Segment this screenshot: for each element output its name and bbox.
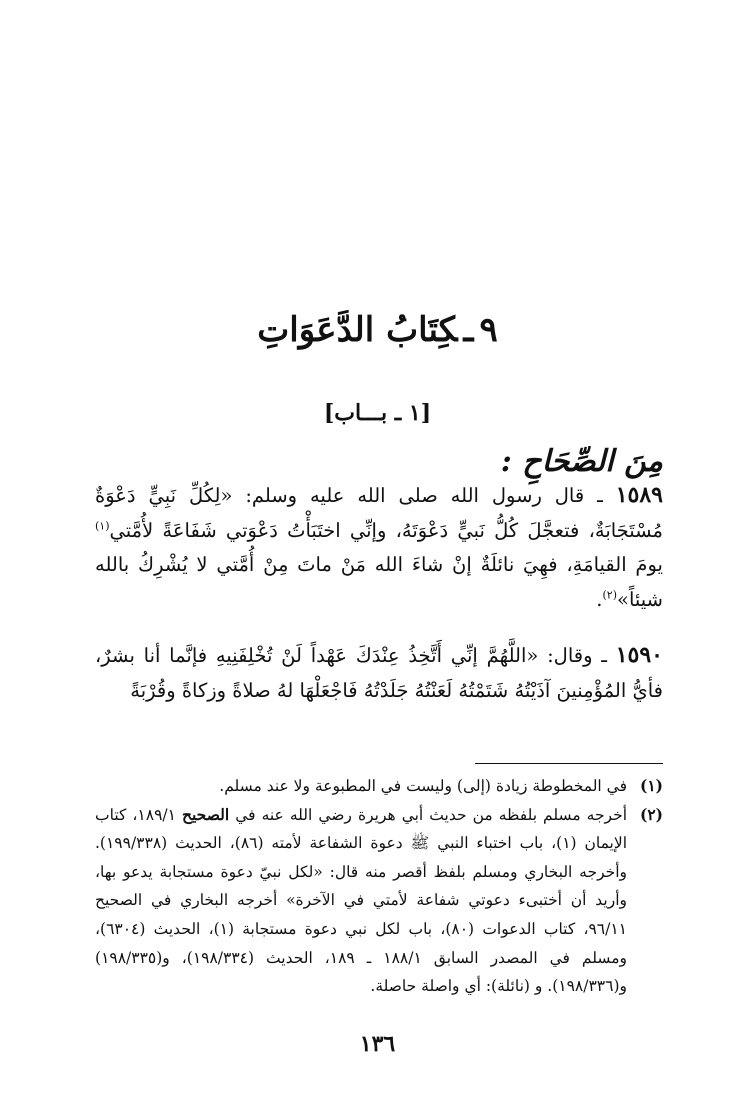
footnote-book-title: الصحيح <box>182 804 230 824</box>
page-number: ١٣٦ <box>359 1031 396 1057</box>
footnote-text: في المخطوطة زيادة (إلى) وليست في المطبوعة ولا عند مسلم. <box>219 777 627 795</box>
footnote-number: (١) <box>639 776 663 795</box>
hadith-number: ١٥٨٩ <box>615 482 663 508</box>
source-label: مِنَ الصِّحَاحِ : <box>500 444 663 479</box>
chapter-title <box>0 300 755 360</box>
chapter-separator: ـ <box>463 310 474 350</box>
footnote-marker-2: (٢) <box>602 588 618 601</box>
chapter-number: ٩ <box>479 310 498 350</box>
footnote-text-b: ١٨٩/١، كتاب الإيمان (١)، باب اختباء النبي ﷺ دعوة الشفاعة لأمته (٨٦)، الحديث (١٩٩/٣٣٨). وأخرجه البخاري ومسلم بلفظ أقصر منه قال: «لكل نبيّ دعوة مستجابة يدعو بها، وأريد أن أختبىء دعوتي شفاعة لأمتي في الآخرة» أخرجه البخاري في الصحيح ٩٦/١١، كتاب الدعوات (٨٠)، باب لكل نبي دعوة مستجابة (١)، الحديث (٦٣٠٤)، ومسلم في المصدر السابق ١٨٨/١ ـ ١٨٩، الحديث (١٩٨/٣٣٤)، و(١٩٨/٣٣٥) و(١٩٨/٣٣٦). و (نائلة): أي واصلة حاصلة. <box>95 805 628 996</box>
footnote-2 <box>95 801 663 1001</box>
footnote-divider <box>475 763 663 764</box>
hadith-end: . <box>596 587 603 611</box>
hadith-1589 <box>95 478 663 617</box>
footnote-number: (٢) <box>639 804 663 824</box>
bab-heading: [١ ـ بـــاب] <box>323 400 432 426</box>
footnote-marker-1: (١) <box>95 519 110 532</box>
hadith-intro: ـ قال رسول الله صلى الله عليه وسلم: «لِكُلِّ نَبِيٍّ دَعْوَةٌ مُسْتَجَابَةٌ، فتعجَّلَ كُلُّ نَبيٍّ دَعْوَتَهُ، وإنِّي اختَبَأْتُ دَعْوَتي شَفَاعَةً لأُمَّتي <box>95 484 663 542</box>
hadith-text: ـ وقال: «اللَّهُمَّ إنِّي أَتَّخِذُ عِنْدَكَ عَهْداً لَنْ تُخْلِفَنِيهِ فإنَّما أنا بشرٌ، فأيُّ المُؤْمِنينَ آذَيْتُهُ شَتَمْتُهُ لَعَنْتُهُ جَلَدْتُهُ فَاجْعَلْهَا لهُ صلاةً وزكاةً وقُرْبَةً <box>95 644 663 702</box>
footnotes <box>95 772 663 1001</box>
hadith-middle: يومَ القيامَةِ، فهِيَ نائلَةٌ إنْ شاءَ الله مَنْ ماتَ مِنْ أُمَّتي لا يُشْرِكُ بالله شيئاً» <box>95 553 663 611</box>
footnote-text-a: أخرجه مسلم بلفظه من حديث أبي هريرة رضي الله عنه في <box>229 805 627 824</box>
footnote-1 <box>95 772 663 801</box>
chapter-name: كِتَابُ الدَّعَوَاتِ <box>257 310 458 350</box>
hadith-number: ١٥٩٠ <box>615 642 663 668</box>
hadith-1590 <box>95 638 663 708</box>
